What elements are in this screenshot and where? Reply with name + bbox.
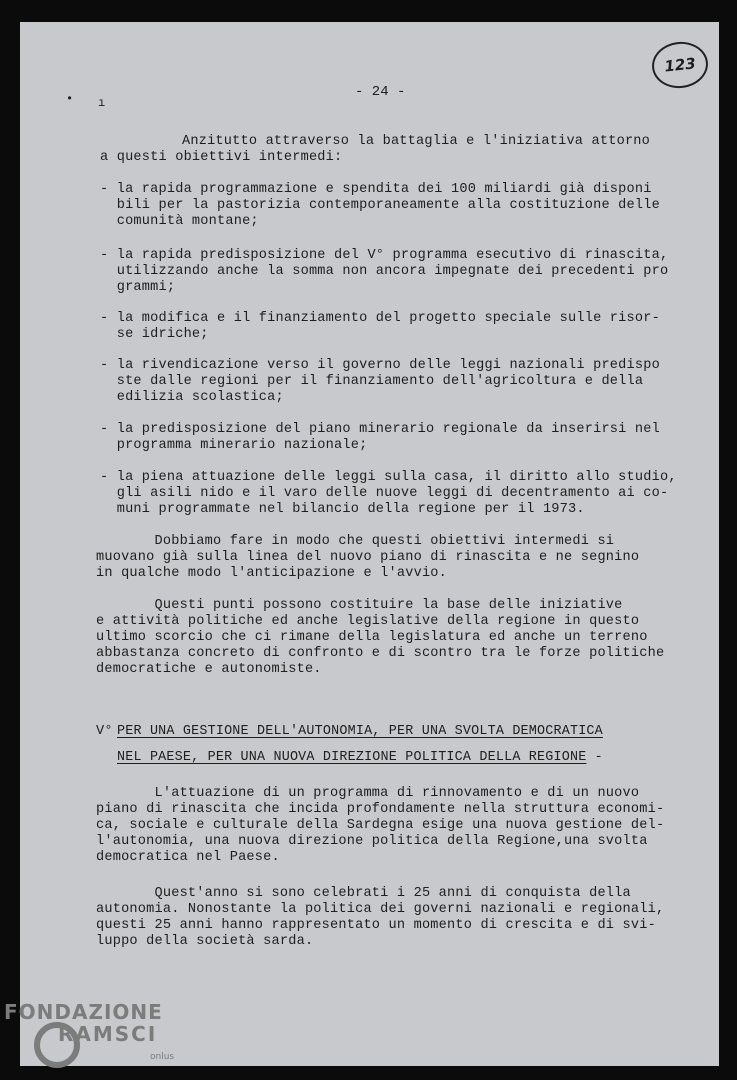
intro-line: a questi obiettivi intermedi:: [100, 150, 343, 165]
bullet-line: utilizzando anche la somma non ancora impegnate dei precedenti pro: [100, 264, 669, 279]
bullet-line: - la modifica e il finanziamento del progetto speciale sulle risor-: [100, 311, 660, 326]
bullet-line: - la predisposizione del piano minerario regionale da inserirsi nel: [100, 422, 660, 437]
section-heading-text: NEL PAESE, PER UNA NUOVA DIREZIONE POLITICA DELLA REGIONE: [117, 750, 587, 765]
paragraph-line: abbastanza concreto di confronto e di scontro tra le forze politiche: [96, 646, 665, 661]
bullet-line: - la rivendicazione verso il governo delle leggi nazionali predispo: [100, 358, 660, 373]
paragraph-line: ultimo scorcio che ci rimane della legislatura ed anche un terreno: [96, 630, 648, 645]
bullet-line: muni programmate nel bilancio della regione per il 1973.: [100, 502, 585, 517]
bullet-line: bili per la pastorizia contemporaneamente alla costituzione delle: [100, 198, 660, 213]
paragraph-line: autonomia. Nonostante la politica dei governi nazionali e regionali,: [96, 902, 665, 917]
paragraph-line: luppo della società sarda.: [96, 934, 314, 949]
bullet-line: - la rapida predisposizione del V° programma esecutivo di rinascita,: [100, 248, 669, 263]
watermark-line-2: RAMSCI: [58, 1022, 158, 1046]
paragraph-line: muovano già sulla linea del nuovo piano di rinascita e ne segnino: [96, 550, 640, 565]
watermark-line-3: onlus: [150, 1052, 175, 1062]
folio-stamp: 123: [650, 39, 711, 91]
bullet-line: comunità montane;: [100, 214, 259, 229]
bullet-line: gli asili nido e il varo delle nuove leggi di decentramento ai co-: [100, 486, 669, 501]
paragraph-line: Quest'anno si sono celebrati i 25 anni di conquista della: [96, 886, 631, 901]
section-heading-line-2: [117, 750, 603, 766]
bullet-line: programma minerario nazionale;: [100, 438, 368, 453]
bullet-line: grammi;: [100, 280, 176, 295]
margin-mark: ı: [98, 96, 106, 110]
bullet-line: - la piena attuazione delle leggi sulla casa, il diritto allo studio,: [100, 470, 677, 485]
paragraph-line: democratica nel Paese.: [96, 850, 280, 865]
paragraph-line: e attività politiche ed anche legislative della regione in questo: [96, 614, 640, 629]
section-heading-line: PER UNA GESTIONE DELL'AUTONOMIA, PER UNA SVOLTA DEMOCRATICA: [117, 724, 603, 739]
section-heading-dash: -: [586, 750, 603, 765]
margin-mark: •: [66, 92, 74, 106]
paragraph-line: in qualche modo l'anticipazione e l'avvio.: [96, 566, 448, 581]
page-number: - 24 -: [355, 84, 406, 100]
paragraph-line: piano di rinascita che incida profondamente nella struttura economi-: [96, 802, 665, 817]
section-number: V°: [96, 724, 113, 739]
paragraph-line: l'autonomia, una nuova direzione politica della Regione,una svolta: [96, 834, 648, 849]
paragraph-line: ca, sociale e culturale della Sardegna esige una nuova gestione del-: [96, 818, 665, 833]
bullet-line: - la rapida programmazione e spendita dei 100 miliardi già disponi: [100, 182, 652, 197]
paragraph-line: democratiche e autonomiste.: [96, 662, 322, 677]
bullet-line: ste dalle regioni per il finanziamento dell'agricoltura e della: [100, 374, 644, 389]
paragraph-line: Dobbiamo fare in modo che questi obiettivi intermedi si: [96, 534, 615, 549]
document-page: [20, 22, 719, 1066]
paragraph-line: L'attuazione di un programma di rinnovamento e di un nuovo: [96, 786, 640, 801]
watermark-line-1: FONDAZIONE: [4, 1000, 163, 1024]
intro-line: Anzitutto attraverso la battaglia e l'iniziativa attorno: [182, 134, 651, 149]
paragraph-line: Questi punti possono costituire la base delle iniziative: [96, 598, 623, 613]
paragraph-line: questi 25 anni hanno rappresentato un momento di crescita e di svi-: [96, 918, 656, 933]
bullet-line: edilizia scolastica;: [100, 390, 284, 405]
bullet-line: se idriche;: [100, 327, 209, 342]
